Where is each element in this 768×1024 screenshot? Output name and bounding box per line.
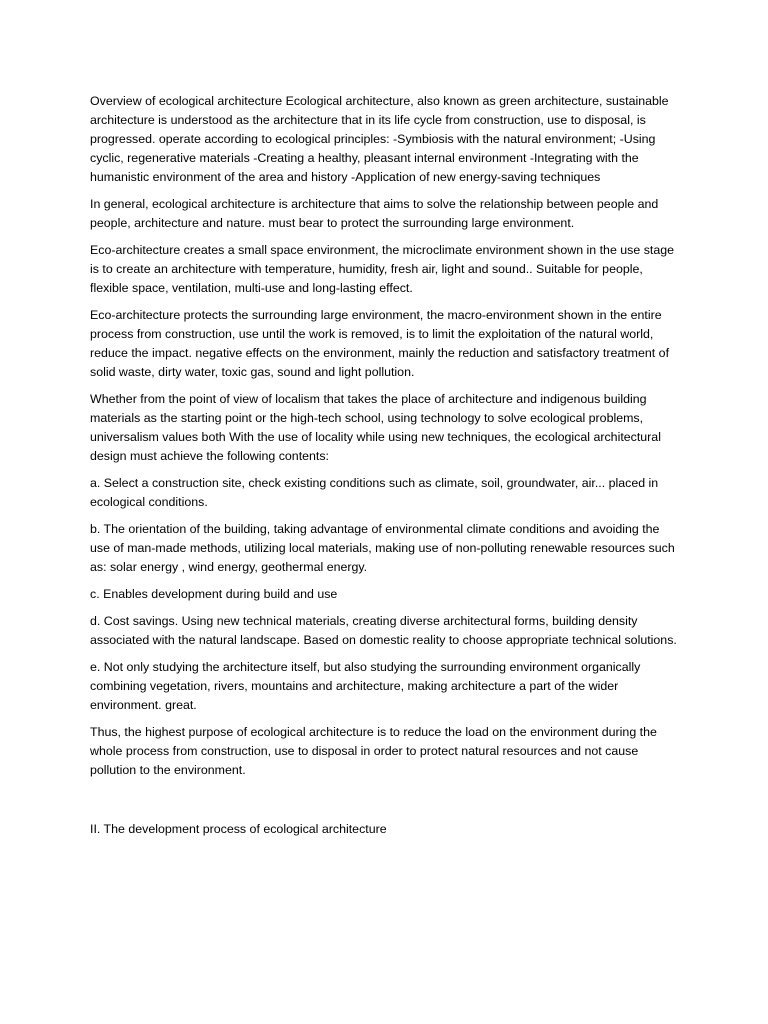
section-heading: II. The development process of ecological architecture	[90, 822, 387, 836]
paragraph-small-space: Eco-architecture creates a small space environment, the microclimate environment shown in the use stage is to create an architecture with temperature, humidity, fresh air, light and sound.. Suitable for people, flexible space, ventilation, multi-use and long-lasting effect.	[90, 243, 675, 295]
paragraph-localism: Whether from the point of view of localism that takes the place of architecture and indigenous building materials as the starting point or the high-tech school, using technology to solve ecological problems, universalism values both With the use of locality while using new techniques, the ecological architectural design must achieve the following contents:	[90, 392, 661, 463]
list-item-b: b. The orientation of the building, taking advantage of environmental climate conditions and avoiding the use of man-made methods, utilizing local materials, making use of non-polluting renewable resources such as: solar energy , wind energy, geothermal energy.	[90, 522, 675, 574]
paragraph-large-environment: Eco-architecture protects the surrounding large environment, the macro-environment shown in the entire process from construction, use until the work is removed, is to limit the exploitation of the natural world, reduce the impact. negative effects on the environment, mainly the reduction and satisfactory treatment of solid waste, dirty water, toxic gas, sound and light pollution.	[90, 308, 670, 379]
list-item-e: e. Not only studying the architecture itself, but also studying the surrounding environment organically combining vegetation, rivers, mountains and architecture, making architecture a part of the wider environment. great.	[90, 660, 641, 712]
list-item-c: c. Enables development during build and use	[90, 587, 338, 601]
list-item-a: a. Select a construction site, check existing conditions such as climate, soil, groundwater, air... placed in ecological conditions.	[90, 476, 659, 509]
paragraph-conclusion: Thus, the highest purpose of ecological architecture is to reduce the load on the environment during the whole process from construction, use to disposal in order to protect natural resources and not cause pollution to the environment.	[90, 725, 657, 777]
list-item-d: d. Cost savings. Using new technical materials, creating diverse architectural forms, building density associated with the natural landscape. Based on domestic reality to choose appropriate technical solutions.	[90, 614, 677, 647]
paragraph-overview: Overview of ecological architecture Ecological architecture, also known as green architecture, sustainable architecture is understood as the architecture that in its life cycle from construction, use to disposal, is progressed. operate according to ecological principles: -Symbiosis with the natural environment; -Using cyclic, regenerative materials -Creating a healthy, pleasant internal environment -Integrating with the humanistic environment of the area and history -Application of new energy-saving techniques	[90, 94, 669, 184]
paragraph-general: In general, ecological architecture is architecture that aims to solve the relationship between people and people, architecture and nature. must bear to protect the surrounding large environment.	[90, 197, 659, 230]
